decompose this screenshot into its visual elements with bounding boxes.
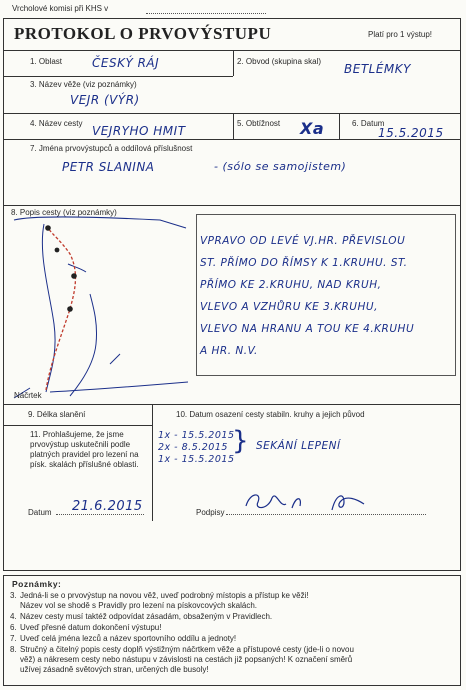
brace-glyph: }	[232, 426, 250, 456]
note-number: 7.	[10, 634, 17, 643]
note-item	[10, 591, 458, 601]
row-divider	[3, 205, 461, 206]
note-text: Uveď přesné datum dokončení výstupu!	[20, 623, 162, 632]
note-item	[10, 645, 458, 655]
validity-note: Platí pro 1 výstup!	[368, 30, 433, 39]
note-text: Název vol se shodě s Pravidly pro lezení na pískovcových skalách.	[20, 601, 258, 610]
col-divider	[233, 113, 234, 139]
ring-entry: 1x - 15.5.2015	[158, 454, 235, 465]
row-divider	[3, 113, 461, 114]
col-divider	[339, 113, 340, 139]
note-item	[10, 612, 458, 622]
committee-label: Vrcholové komisi při KHS v	[12, 4, 109, 13]
note-text: věž) a nákresem cesty nebo nástupu v závislosti na cestách již popsaných! K označení směrů	[20, 655, 353, 664]
signature-date-label: Datum	[28, 508, 52, 517]
rings-label: 10. Datum osazení cesty stabiln. kruhy a jejich původ	[176, 410, 365, 419]
climbers-note: - (sólo se samojistem)	[214, 160, 347, 173]
note-text: Uveď celá jména lezců a název sportovního oddílu a jednoty!	[20, 634, 237, 643]
note-number: 4.	[10, 612, 17, 621]
notes-list	[10, 591, 458, 675]
description-line: VLEVO NA HRANU A TOU KE 4.KRUHU	[200, 323, 415, 335]
climbers-label: 7. Jména prvovýstupců a oddílová příslušnost	[30, 144, 193, 153]
signature-date-value: 21.6.2015	[72, 499, 143, 514]
district-value: BETLÉMKY	[344, 62, 411, 76]
signatures-label: Podpisy	[196, 508, 225, 517]
note-item	[10, 665, 458, 675]
note-number: 8.	[10, 645, 17, 654]
ring-entry: 1x - 15.5.2015	[158, 430, 235, 441]
sketch-drawing	[10, 214, 194, 402]
note-text: Jedná-li se o prvovýstup na novou věž, uveď podrobný místopis a přístup ke věži!	[20, 591, 309, 600]
sketch-label: Náčrtek	[14, 391, 42, 400]
notes-title: Poznámky:	[12, 579, 62, 589]
note-number: 3.	[10, 591, 17, 600]
description-line: A HR. N.V.	[200, 345, 258, 357]
note-number: 6.	[10, 623, 17, 632]
col-divider	[152, 404, 153, 521]
grade-value: Xa	[300, 119, 325, 138]
description-line: VLEVO A VZHŮRU KE 3.KRUHU,	[200, 301, 378, 313]
note-item	[10, 623, 458, 633]
page-title: PROTOKOL O PRVOVÝSTUPU	[14, 24, 272, 43]
description-line: PŘÍMO KE 2.KRUHU, NAD KRUH,	[200, 279, 382, 291]
description-line: VPRAVO OD LEVÉ VJ.HR. PŘEVISLOU	[200, 235, 406, 247]
climbers-value: PETR SLANINA	[62, 160, 155, 174]
route-label: 4. Název cesty	[30, 119, 83, 128]
date-value: 15.5.2015	[378, 126, 444, 140]
row-divider	[3, 404, 461, 405]
note-item	[10, 634, 458, 644]
route-sketch	[10, 214, 194, 402]
description-label: 8. Popis cesty (viz poznámky)	[11, 208, 117, 217]
district-label: 2. Obvod (skupina skal)	[237, 57, 322, 66]
description-text	[200, 230, 454, 362]
note-text: užívej zásadně světových stran, určených dle busoly!	[20, 665, 209, 674]
ring-entry: 2x - 8.5.2015	[158, 442, 228, 453]
route-value: VEJRYHO HMIT	[92, 124, 186, 138]
tower-label: 3. Název věže (viz poznámky)	[30, 80, 137, 89]
description-line: ST. PŘÍMO DO ŘÍMSY K 1.KRUHU. ST.	[200, 257, 408, 269]
note-text: Název cesty musí taktéž odpovídat zásadám, obsaženým v Pravidlech.	[20, 612, 273, 621]
note-text: Stručný a čitelný popis cesty doplň výstižným náčrtkem věže a přístupové cesty (jde-li o novou	[20, 645, 354, 654]
area-label: 1. Oblast	[30, 57, 63, 66]
committee-dotted-line	[146, 13, 266, 14]
row-divider	[3, 76, 233, 77]
row-divider	[3, 50, 461, 51]
note-item	[10, 601, 458, 611]
rings-origin: SEKÁNÍ LEPENÍ	[256, 440, 341, 452]
date-dotted-line	[56, 514, 144, 515]
grade-label: 5. Obtížnost	[237, 119, 281, 128]
area-value: ČESKÝ RÁJ	[92, 56, 160, 70]
signature-scribble	[240, 488, 380, 516]
rappel-label: 9. Délka slanění	[28, 410, 86, 419]
row-divider	[3, 425, 152, 426]
note-item	[10, 655, 458, 665]
tower-value: VEJR (VÝR)	[70, 93, 140, 107]
row-divider	[3, 139, 461, 140]
col-divider	[233, 50, 234, 76]
rings-values	[158, 430, 234, 466]
declaration-text: 11. Prohlašujeme, že jsme prvovýstup uskutečnili podle platných pravidel pro lezení na písk. skalách příslušné oblasti.	[30, 430, 139, 469]
date-label: 6. Datum	[352, 119, 385, 128]
